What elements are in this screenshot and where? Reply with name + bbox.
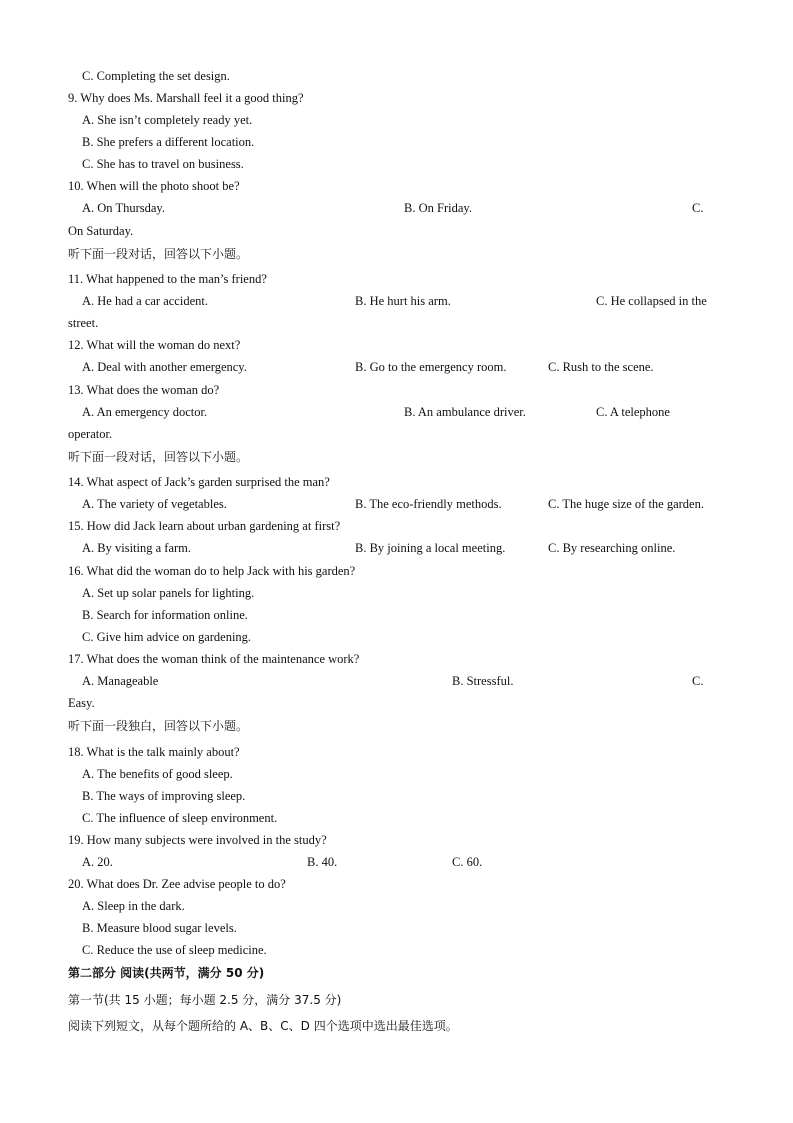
question-15: 15. How did Jack learn about urban gardening at first?: [68, 519, 341, 533]
option-20a: A. Sleep in the dark.: [82, 899, 185, 913]
option-9c: C. She has to travel on business.: [82, 157, 244, 171]
option-11b: B. He hurt his arm.: [355, 294, 451, 308]
option-13b: B. An ambulance driver.: [404, 405, 526, 419]
option-16a: A. Set up solar panels for lighting.: [82, 586, 255, 600]
option-14c: C. The huge size of the garden.: [548, 497, 704, 511]
option-13c-text: operator.: [68, 427, 113, 441]
question-13: 13. What does the woman do?: [68, 383, 220, 397]
option-12b: B. Go to the emergency room.: [355, 360, 507, 374]
option-10c-label: C.: [692, 201, 704, 215]
option-17a: A. Manageable: [82, 674, 159, 688]
question-10: 10. When will the photo shoot be?: [68, 179, 240, 193]
question-17: 17. What does the woman think of the maintenance work?: [68, 652, 360, 666]
option-16b: B. Search for information online.: [82, 608, 248, 622]
option-18b: B. The ways of improving sleep.: [82, 789, 246, 803]
question-12: 12. What will the woman do next?: [68, 338, 241, 352]
option-19a: A. 20.: [82, 855, 113, 869]
option-18c: C. The influence of sleep environment.: [82, 811, 278, 825]
option-10b: B. On Friday.: [404, 201, 472, 215]
section-one-heading: 第一节(共 15 小题；每小题 2.5 分，满分 37.5 分): [68, 993, 342, 1007]
option-11a: A. He had a car accident.: [82, 294, 208, 308]
option-13c-label: C. A telephone: [596, 405, 670, 419]
section-instruction: 听下面一段对话，回答以下小题。: [68, 247, 249, 261]
question-18: 18. What is the talk mainly about?: [68, 745, 240, 759]
option-11c-text: street.: [68, 316, 99, 330]
option-12a: A. Deal with another emergency.: [82, 360, 247, 374]
option-17c-label: C.: [692, 674, 704, 688]
option-20c: C. Reduce the use of sleep medicine.: [82, 943, 267, 957]
option-15c: C. By researching online.: [548, 541, 676, 555]
option-10a: A. On Thursday.: [82, 201, 165, 215]
option-14a: A. The variety of vegetables.: [82, 497, 227, 511]
section-instruction: 听下面一段独白，回答以下小题。: [68, 719, 249, 733]
option-14b: B. The eco-friendly methods.: [355, 497, 502, 511]
question-9: 9. Why does Ms. Marshall feel it a good thing?: [68, 91, 304, 105]
option-8c: C. Completing the set design.: [82, 69, 230, 83]
question-16: 16. What did the woman do to help Jack with his garden?: [68, 564, 356, 578]
part-two-heading: 第二部分 阅读(共两节，满分 50 分): [68, 966, 265, 980]
option-12c: C. Rush to the scene.: [548, 360, 654, 374]
section-instruction: 听下面一段对话，回答以下小题。: [68, 450, 249, 464]
option-19c: C. 60.: [452, 855, 483, 869]
option-10c-text: On Saturday.: [68, 224, 134, 238]
option-15a: A. By visiting a farm.: [82, 541, 192, 555]
option-11c-label: C. He collapsed in the: [596, 294, 707, 308]
reading-instruction: 阅读下列短文，从每个题所给的 A、B、C、D 四个选项中选出最佳选项。: [68, 1019, 458, 1033]
option-16c: C. Give him advice on gardening.: [82, 630, 252, 644]
option-13a: A. An emergency doctor.: [82, 405, 208, 419]
option-18a: A. The benefits of good sleep.: [82, 767, 233, 781]
question-19: 19. How many subjects were involved in the study?: [68, 833, 327, 847]
option-20b: B. Measure blood sugar levels.: [82, 921, 237, 935]
option-9a: A. She isn’t completely ready yet.: [82, 113, 253, 127]
option-15b: B. By joining a local meeting.: [355, 541, 506, 555]
option-17b: B. Stressful.: [452, 674, 514, 688]
question-14: 14. What aspect of Jack’s garden surprised the man?: [68, 475, 330, 489]
option-9b: B. She prefers a different location.: [82, 135, 255, 149]
question-20: 20. What does Dr. Zee advise people to do?: [68, 877, 286, 891]
option-17c-text: Easy.: [68, 696, 95, 710]
option-19b: B. 40.: [307, 855, 338, 869]
question-11: 11. What happened to the man’s friend?: [68, 272, 267, 286]
